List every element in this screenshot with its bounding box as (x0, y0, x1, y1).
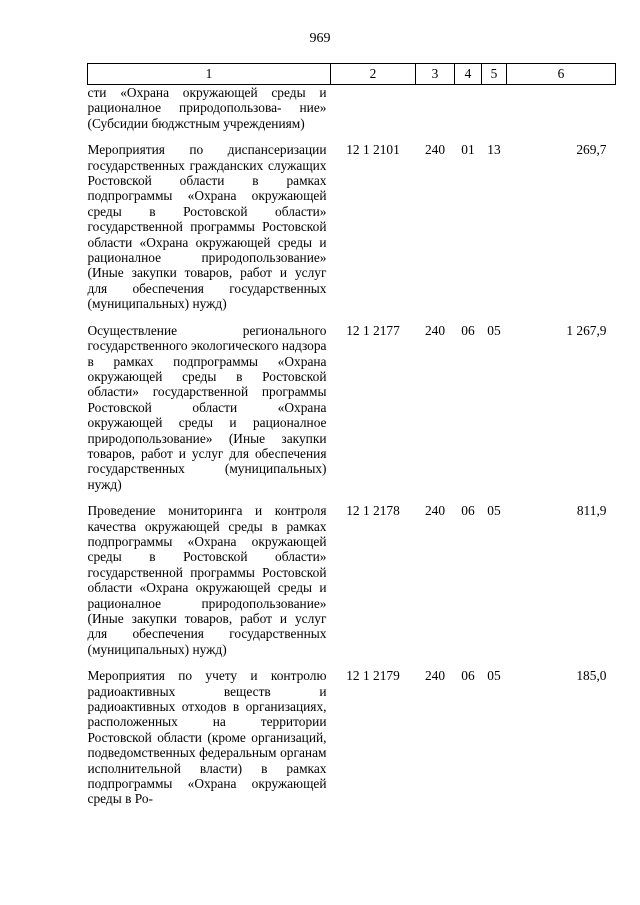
table-row (88, 85, 616, 138)
row-rz: 06 (461, 322, 475, 338)
row-pr (482, 85, 507, 138)
row-amount: 811,9 (576, 503, 607, 519)
row-description: Осуществление регионального государственного экологического надзора в рамках подпрограммы «Охрана окружающей среды в Ростовской области» государственной программы Ростовской области «Охрана окружающей среды и рационалное природопользование» (Иные закупки товаров, работ и услуг для обеспечения государственных (муниципальных) нужд) (87, 322, 327, 492)
row-vr: 240 (424, 503, 446, 519)
header-col-5: 5 (482, 64, 507, 85)
header-col-3: 3 (416, 64, 455, 85)
page-number: 969 (309, 31, 331, 46)
row-vr: 240 (424, 668, 446, 684)
row-rz: 06 (461, 668, 475, 684)
table-row (88, 663, 616, 813)
row-rz: 06 (461, 503, 475, 519)
row-amount: 1 267,9 (566, 322, 607, 338)
row-description: Мероприятия по диспансеризации государственных гражданских служащих Ростовской области в рамках подпрограммы «Охрана окружающей среды в Ростовской области» государственной программы Ростовской области «Охрана окружающей среды и рационалное природопользование» (Иные закупки товаров, работ и услуг для обеспечения государственных (муниципальных) нужд) (87, 142, 327, 312)
row-description: Мероприятия по учету и контролю радиоактивных веществ и радиоактивных отходов в организациях, расположенных на территории Ростовской области (кроме организаций, подведомственных федеральным органам исполнительной власти) в рамках подпрограммы «Охрана окружающей среды в Ро- (87, 668, 327, 807)
row-code: 12 1 2101 (346, 142, 400, 158)
row-description: Проведение мониторинга и контроля качества окружающей среды в рамках подпрограммы «Охрана окружающей среды в Ростовской области» государственной программы Ростовской области «Охрана окружающей среды и рационалное природопользование» (Иные закупки товаров, работ и услуг для обеспечения государственных (муниципальных) нужд) (87, 503, 327, 657)
row-code: 12 1 2177 (346, 322, 400, 338)
row-code: 12 1 2179 (346, 668, 400, 684)
row-rz: 01 (461, 142, 475, 158)
row-vr: 240 (424, 322, 446, 338)
header-col-1: 1 (88, 64, 331, 85)
row-amount: 269,7 (576, 142, 607, 158)
row-vr: 240 (424, 142, 446, 158)
row-amount (507, 85, 616, 138)
row-pr: 05 (487, 668, 501, 684)
table-header-row (88, 64, 616, 85)
header-col-4: 4 (455, 64, 482, 85)
budget-table (87, 63, 616, 813)
row-pr: 05 (487, 503, 501, 519)
header-col-6: 6 (507, 64, 616, 85)
row-vr (416, 85, 455, 138)
table-row (88, 498, 616, 663)
row-pr: 13 (487, 142, 501, 158)
row-code (331, 85, 416, 138)
table-row (88, 318, 616, 498)
row-rz (455, 85, 482, 138)
row-code: 12 1 2178 (346, 503, 400, 519)
row-amount: 185,0 (576, 668, 607, 684)
header-col-2: 2 (331, 64, 416, 85)
row-pr: 05 (487, 322, 501, 338)
row-description: сти «Охрана окружающей среды и рационалное природопользова- ние» (Субсидии бюджстным учреждениям) (87, 85, 327, 131)
table-row (88, 137, 616, 317)
